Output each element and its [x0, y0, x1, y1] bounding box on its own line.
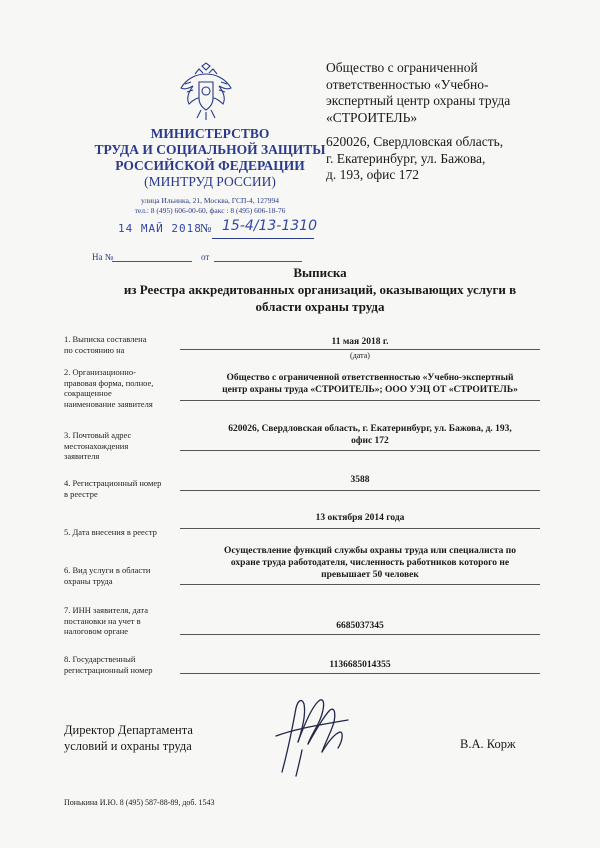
reference-na: На №	[92, 252, 114, 262]
field-3-label	[64, 430, 194, 462]
field-2-label-line-2: правовая форма, полное,	[64, 377, 154, 388]
field-3-label-line-1: 3. Почтовый адрес	[64, 430, 132, 440]
handwritten-signature	[262, 690, 372, 780]
field-1-value: 11 мая 2018 г.	[331, 337, 389, 347]
field-3-value-line-2: офис 172	[351, 436, 389, 446]
field-1-note: (дата)	[350, 351, 370, 360]
field-6-value-line-1: Осуществление функций службы охраны труда или специалиста по	[224, 546, 516, 556]
recipient-line-1: Общество с ограниченной	[326, 60, 478, 75]
field-3-value	[180, 423, 560, 447]
recipient-line-4: «СТРОИТЕЛЬ»	[326, 109, 418, 125]
field-2-line	[180, 400, 540, 401]
field-5-value: 13 октября 2014 года	[315, 513, 405, 523]
title-line-2: из Реестра аккредитованных организаций, оказывающих услуги в	[123, 282, 517, 297]
field-4-label-line-2: в реестре	[64, 488, 98, 499]
field-2-label	[64, 367, 194, 409]
field-1-label-line-1: 1. Выписка составлена	[64, 334, 147, 344]
field-5-label	[64, 527, 194, 538]
recipient-line-2: ответственностью «Учебно-	[326, 76, 489, 92]
field-3-label-line-2: местонахождения	[64, 440, 129, 451]
ministry-short-name: (МИНТРУД РОССИИ)	[144, 174, 276, 189]
signatory-position	[64, 722, 264, 754]
field-2-label-line-1: 2. Организационно-	[64, 367, 136, 377]
field-2-value-line-2: центр охраны труда «СТРОИТЕЛЬ»; ООО УЭЦ ОТ «СТРОИТЕЛЬ»	[222, 385, 518, 395]
executor-contact: Понькина И.Ю. 8 (495) 587-88-89, доб. 1543	[64, 798, 215, 807]
field-5-line	[180, 528, 540, 529]
field-5-label-line-1: 5. Дата внесения в реестр	[64, 527, 157, 537]
field-3-value-line-1: 620026, Свердловская область, г. Екатеринбург, ул. Бажова, д. 193,	[228, 424, 512, 434]
field-7-value: 6685037345	[336, 621, 384, 631]
field-7-label-line-1: 7. ИНН заявителя, дата	[64, 605, 148, 615]
field-6-line	[180, 584, 540, 585]
reference-na-line	[112, 261, 192, 262]
recipient-block	[326, 60, 586, 184]
title-line-1: Выписка	[293, 265, 347, 280]
field-7-label	[64, 605, 194, 637]
field-2-value	[180, 372, 560, 396]
field-2-label-line-4: наименование заявителя	[64, 398, 153, 409]
field-8-label-line-2: регистрационный номер	[64, 664, 153, 675]
field-6-value-line-2: охране труда работодателя, численность работников которого не	[230, 558, 510, 568]
ministry-heading	[85, 126, 335, 190]
field-8-label-line-1: 8. Государственный	[64, 654, 136, 664]
field-7-label-line-2: постановки на учет в	[64, 615, 141, 626]
field-6-value-line-3: превышает 50 человек	[321, 570, 419, 580]
ministry-line-3: РОССИЙСКОЙ ФЕДЕРАЦИИ	[115, 158, 305, 173]
title-line-3: области охраны труда	[255, 299, 385, 314]
ministry-address-line-2: тел.: 8 (495) 606-00-60, факс : 8 (495) 606-18-76	[134, 206, 286, 215]
signatory-name: В.А. Корж	[460, 737, 516, 751]
field-6-label-line-2: охраны труда	[64, 575, 113, 586]
field-6-label	[64, 565, 194, 586]
field-8-label	[64, 654, 194, 675]
date-stamp: 14 МАЙ 2018	[118, 222, 202, 235]
signatory-position-line-1: Директор Департамента	[64, 723, 193, 737]
field-1-label-line-2: по состоянию на	[64, 344, 125, 355]
recipient-address-line-3: д. 193, офис 172	[326, 167, 419, 182]
ministry-address	[85, 196, 335, 216]
recipient-address-line-1: 620026, Свердловская область,	[326, 134, 504, 149]
field-3-line	[180, 450, 540, 451]
signatory-position-line-2: условий и охраны труда	[64, 739, 192, 753]
field-3-label-line-3: заявителя	[64, 451, 100, 461]
field-7-line	[180, 634, 540, 635]
ministry-line-2: ТРУДА И СОЦИАЛЬНОЙ ЗАЩИТЫ	[94, 142, 326, 157]
field-1-line	[180, 349, 540, 350]
recipient-address-line-2: г. Екатеринбург, ул. Бажова,	[326, 150, 486, 166]
field-4-label	[64, 478, 194, 499]
ministry-line-1: МИНИСТЕРСТВО	[150, 126, 270, 141]
ministry-address-line-1: улица Ильинка, 21, Москва, ГСП-4, 127994	[141, 196, 279, 205]
document-title	[80, 264, 560, 315]
field-4-line	[180, 490, 540, 491]
coat-of-arms-emblem	[175, 60, 237, 122]
registration-number: 15-4/13-1310	[222, 218, 317, 234]
field-8-value: 1136685014355	[329, 660, 391, 670]
reference-ot-line	[214, 261, 302, 262]
field-4-value: 3588	[350, 475, 370, 485]
field-6-value	[180, 545, 560, 581]
field-1-label	[64, 334, 194, 355]
field-2-value-line-1: Общество с ограниченной ответственностью «Учебно-экспертный	[226, 373, 514, 383]
field-6-label-line-1: 6. Вид услуги в области	[64, 565, 151, 575]
field-2-label-line-3: сокращенное	[64, 388, 112, 398]
number-prefix: №	[200, 221, 212, 235]
number-underline	[212, 238, 314, 239]
reference-ot: от	[201, 252, 210, 262]
field-8-line	[180, 673, 540, 674]
recipient-line-3: экспертный центр охраны труда	[326, 93, 511, 108]
field-7-label-line-3: налоговом органе	[64, 626, 129, 636]
field-4-label-line-1: 4. Регистрационный номер	[64, 478, 162, 488]
